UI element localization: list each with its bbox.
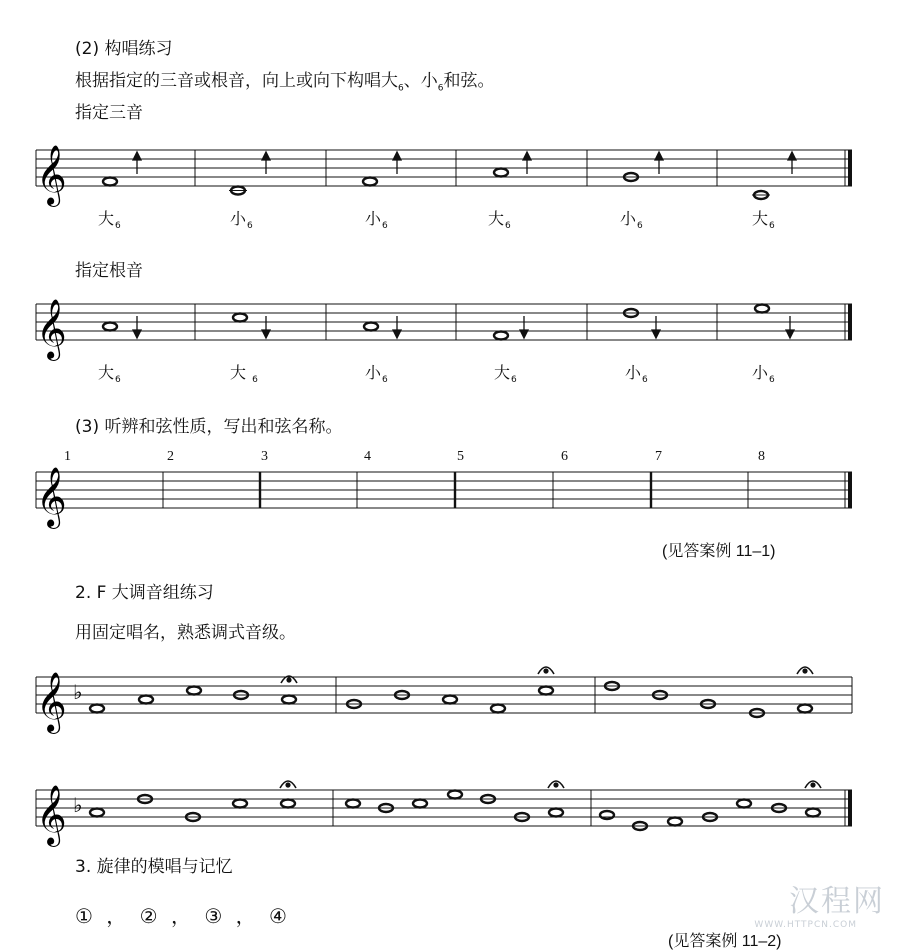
third-label-2: 小$_6$: [230, 209, 253, 231]
root-label-5: 小$_6$: [625, 363, 648, 385]
arrow-down-icon: [133, 316, 794, 338]
instruction-sub-2: 6: [437, 83, 444, 94]
measure-number-6: 6: [561, 449, 568, 464]
fermata-icon: [281, 667, 813, 683]
third-label-1: 大$_6$: [98, 209, 121, 231]
f-major-heading: 2. F 大调音组练习: [75, 583, 214, 603]
root-label-2: 大 $_6$: [230, 363, 258, 385]
answer-ref-11-1: (见答案例 11–1): [662, 543, 776, 560]
staff-f-major-2: [0, 772, 903, 862]
staff-listening: [0, 442, 903, 532]
third-heading: 指定三音: [75, 103, 143, 123]
watermark-url: WWW.HTTPCN.COM: [754, 920, 857, 930]
melody-heading: 3. 旋律的模唱与记忆: [75, 857, 233, 877]
instruction-sub: 6: [398, 83, 404, 94]
construct-instruction: [75, 66, 494, 93]
melody-item-2: ②: [139, 904, 158, 928]
melody-item-3: ③: [204, 904, 223, 928]
root-label-1: 大$_6$: [98, 363, 121, 385]
measure-number-5: 5: [457, 449, 464, 464]
third-label-3: 小$_6$: [365, 209, 388, 231]
answer-ref-11-2: (见答案例 11–2): [668, 933, 782, 950]
arrow-up-icon: [133, 152, 796, 174]
root-label-6: 小$_6$: [752, 363, 775, 385]
construct-heading: (2) 构唱练习: [75, 39, 173, 59]
f-major-instruction: 用固定唱名，熟悉调式音级。: [75, 623, 296, 643]
separator: ，: [235, 904, 256, 928]
instruction-mid: 、小: [403, 71, 438, 91]
treble-clef-icon: 𝄞: [36, 467, 67, 527]
third-label-6: 大$_6$: [752, 209, 775, 231]
third-label-4: 大$_6$: [488, 209, 511, 231]
measure-number-1: 1: [64, 449, 71, 464]
treble-clef-icon: 𝄞: [36, 299, 67, 359]
watermark-logo: 汉程网: [789, 884, 885, 919]
root-label-4: 大$_6$: [494, 363, 517, 385]
treble-clef-icon: 𝄞: [36, 672, 67, 732]
fermata-icon: [280, 781, 821, 788]
measure-number-7: 7: [655, 449, 662, 464]
listen-heading: (3) 听辨和弦性质，写出和弦名称。: [75, 417, 343, 437]
treble-clef-icon: 𝄞: [36, 785, 67, 845]
third-label-5: 小$_6$: [620, 209, 643, 231]
flat-icon: ♭: [73, 793, 83, 817]
treble-clef-icon: 𝄞: [36, 145, 67, 205]
root-heading: 指定根音: [75, 261, 143, 281]
whole-note-icon: [90, 682, 812, 717]
measure-number-4: 4: [364, 449, 371, 464]
instruction-end: 和弦。: [443, 71, 495, 91]
melody-items: [75, 900, 287, 929]
whole-note-icon: [90, 791, 820, 831]
separator: ，: [106, 904, 127, 928]
measure-number-2: 2: [167, 449, 174, 464]
separator: ，: [170, 904, 191, 928]
melody-item-4: ④: [268, 904, 287, 928]
measure-number-3: 3: [261, 449, 268, 464]
staff-given-root: [0, 284, 903, 364]
root-label-3: 小$_6$: [365, 363, 388, 385]
whole-note-icon: [103, 169, 770, 200]
staff-f-major-1: [0, 655, 903, 745]
instruction-text: 根据指定的三音或根音，向上或向下构唱大: [75, 71, 398, 91]
melody-item-1: ①: [75, 904, 93, 928]
staff-given-third: [0, 130, 903, 210]
measure-number-8: 8: [758, 449, 765, 464]
flat-icon: ♭: [73, 680, 83, 704]
